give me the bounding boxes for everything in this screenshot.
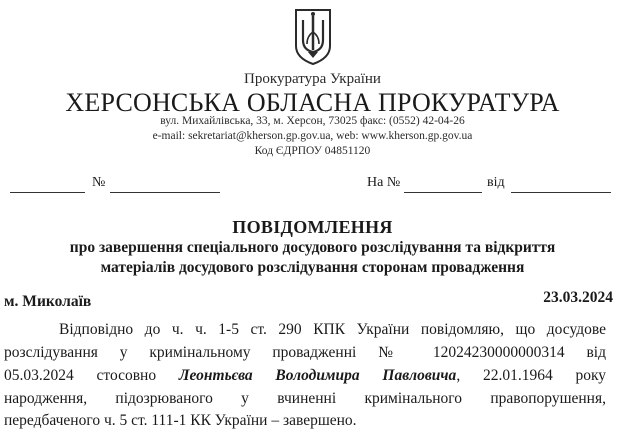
reg-number-blank — [110, 192, 220, 193]
org-address: вул. Михайлівська, 33, м. Херсон, 73025 факс: (0552) 42-04-26 — [160, 115, 465, 127]
document-subtitle-line2: матеріалів досудового розслідування сторонам провадження — [100, 259, 525, 276]
org-edrpou: Код ЄДРПОУ 04851120 — [254, 145, 371, 157]
body-line-3 — [4, 367, 606, 385]
body-line-5: передбаченого ч. 5 ст. 111-1 КК України – завершено. — [4, 412, 357, 429]
reply-from-label: від — [487, 175, 505, 190]
org-subtitle: Прокуратура України — [244, 71, 381, 87]
body-line-4: народження, підозрюваного у вчиненні кримінального правопорушення, — [4, 390, 606, 407]
body-line-3-start: 05.03.2024 стосовно — [4, 367, 157, 384]
body-line-1: Відповідно до ч. ч. 1-5 ст. 290 КПК України повідомляю, що досудове — [59, 321, 606, 338]
reply-to-blank — [404, 192, 482, 193]
body-line-3-end: , 22.01.1964 року — [456, 367, 607, 384]
trident-emblem-icon — [292, 6, 334, 66]
reg-date-blank — [10, 192, 85, 193]
body-line-2: розслідування у кримінальному провадженні № 12024230000000314 від — [4, 344, 606, 361]
org-contacts: e-mail: sekretariat@kherson.gp.gov.ua, web: www.kherson.gp.gov.ua — [152, 130, 473, 142]
document-title: ПОВІДОМЛЕННЯ — [232, 217, 393, 237]
reply-to-label: На № — [367, 175, 401, 190]
document-subtitle-line1: про завершення спеціального досудового розслідування та відкриття — [69, 239, 556, 256]
org-title: ХЕРСОНСЬКА ОБЛАСНА ПРОКУРАТУРА — [65, 88, 560, 117]
document-date: 23.03.2024 — [543, 289, 613, 306]
reg-number-label: № — [92, 175, 106, 190]
suspect-name: Леонтьєва Володимира Павловича — [178, 367, 457, 384]
reply-from-blank — [511, 192, 611, 193]
document-place: м. Миколаїв — [4, 293, 92, 310]
